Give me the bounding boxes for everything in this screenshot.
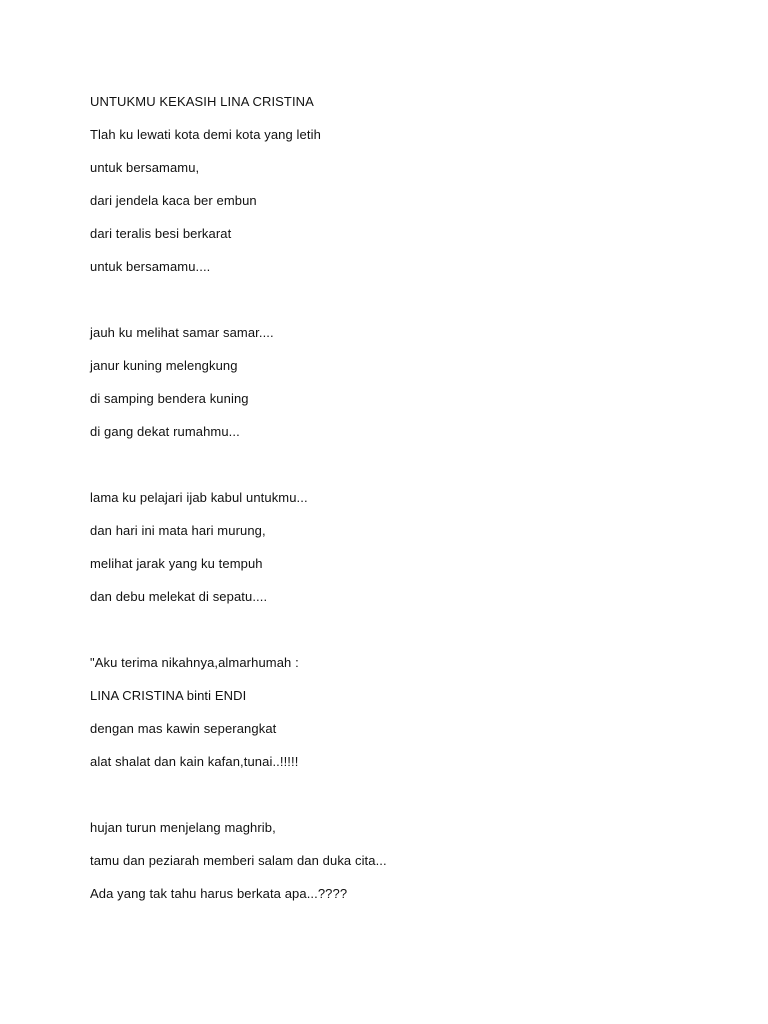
poem-line: di samping bendera kuning — [90, 391, 249, 406]
stanza-spacer — [90, 620, 730, 653]
poem-line: tamu dan peziarah memberi salam dan duka cita... — [90, 853, 387, 868]
poem-line: janur kuning melengkung — [90, 358, 238, 373]
poem-line: di gang dekat rumahmu... — [90, 424, 240, 439]
stanza-1 — [90, 125, 730, 277]
poem-title: UNTUKMU KEKASIH LINA CRISTINA — [90, 94, 314, 109]
poem-line: dari jendela kaca ber embun — [90, 193, 257, 208]
poem-line: "Aku terima nikahnya,almarhumah : — [90, 655, 299, 670]
poem-line: untuk bersamamu, — [90, 160, 200, 175]
poem-line: lama ku pelajari ijab kabul untukmu... — [90, 490, 308, 505]
stanza-3 — [90, 488, 730, 607]
poem-line: LINA CRISTINA binti ENDI — [90, 688, 247, 703]
poem-line: untuk bersamamu.... — [90, 259, 211, 274]
poem-body — [90, 92, 730, 917]
poem-line: dan hari ini mata hari murung, — [90, 523, 266, 538]
poem-line: melihat jarak yang ku tempuh — [90, 556, 263, 571]
stanza-spacer — [90, 455, 730, 488]
stanza-spacer — [90, 290, 730, 323]
poem-line: Tlah ku lewati kota demi kota yang letih — [90, 127, 321, 142]
poem-line: dan debu melekat di sepatu.... — [90, 589, 268, 604]
stanza-2 — [90, 323, 730, 442]
poem-line: alat shalat dan kain kafan,tunai..!!!!! — [90, 754, 299, 769]
poem-line: dengan mas kawin seperangkat — [90, 721, 277, 736]
stanza-spacer — [90, 785, 730, 818]
poem-line: jauh ku melihat samar samar.... — [90, 325, 274, 340]
poem-line: hujan turun menjelang maghrib, — [90, 820, 276, 835]
stanza-5 — [90, 818, 730, 904]
poem-line: Ada yang tak tahu harus berkata apa...???? — [90, 886, 348, 901]
poem-line: dari teralis besi berkarat — [90, 226, 232, 241]
stanza-4 — [90, 653, 730, 772]
